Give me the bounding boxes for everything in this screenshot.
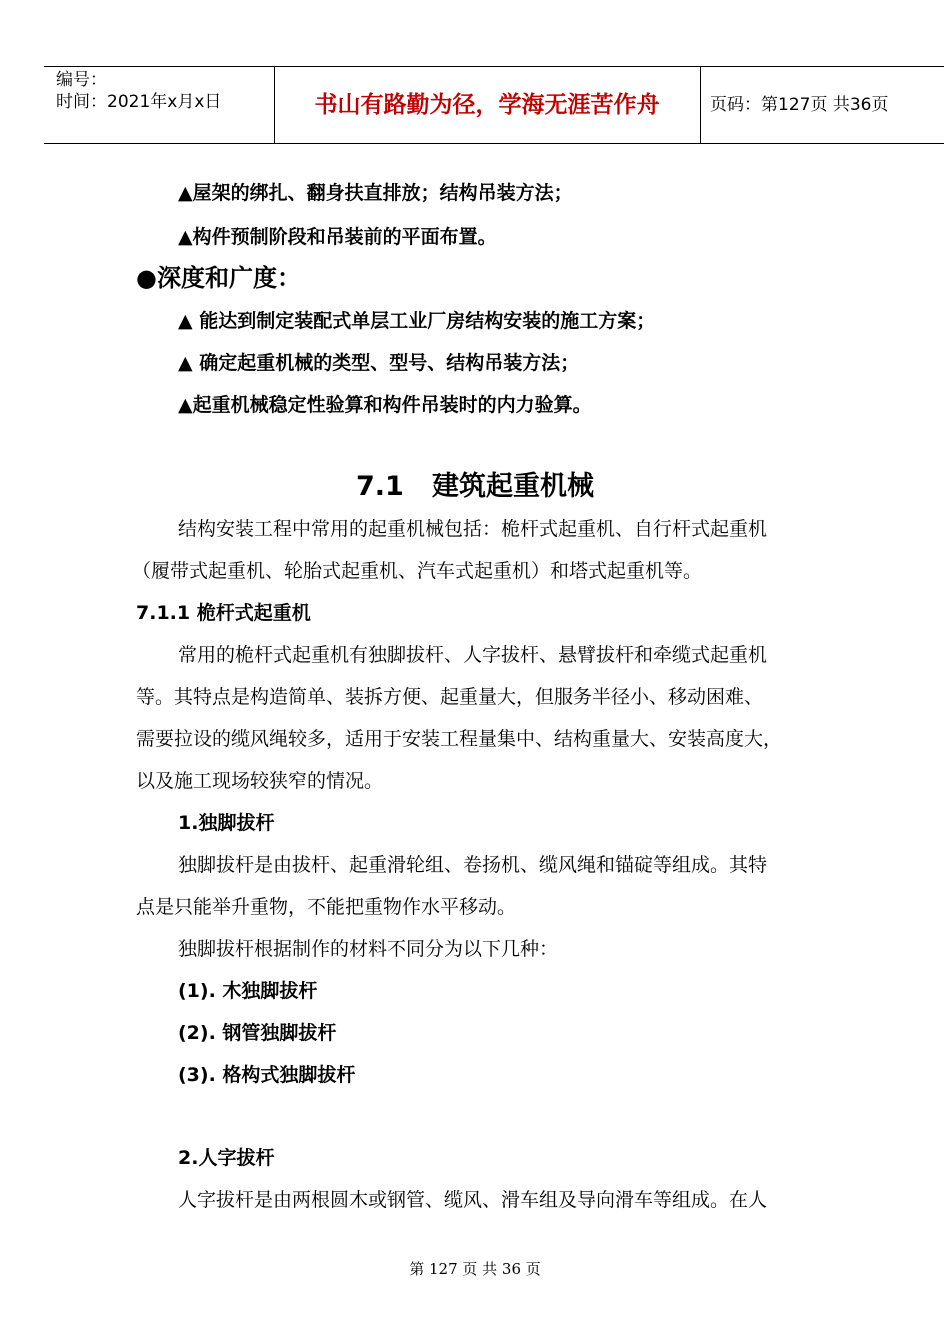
- paragraph-line: 常用的桅杆式起重机有独脚拔杆、人字拔杆、悬臂拔杆和牵缆式起重机: [178, 644, 768, 666]
- paragraph-line: 结构安装工程中常用的起重机械包括：桅杆式起重机、自行杆式起重机: [178, 518, 768, 540]
- bullet-item: ▲起重机械稳定性验算和构件吊装时的内力验算。: [178, 394, 592, 416]
- time-label: 时间：2021年x月x日: [56, 92, 222, 112]
- paragraph-line: 等。其特点是构造简单、装拆方便、起重量大，但服务半径小、移动困难、: [136, 686, 764, 708]
- paragraph-line: 人字拔杆是由两根圆木或钢管、缆风、滑车组及导向滑车等组成。在人: [178, 1189, 768, 1211]
- item-heading: 2.人字拔杆: [178, 1147, 275, 1169]
- header-motto: 书山有路勤为径，学海无涯苦作舟: [314, 92, 660, 118]
- bullet-item: ▲屋架的绑扎、翻身扶直排放；结构吊装方法；: [178, 182, 573, 204]
- bullet-item: ▲ 确定起重机械的类型、型号、结构吊装方法；: [178, 352, 580, 374]
- header-page-label: 页码：第127页 共36页: [710, 95, 889, 115]
- list-item: (2). 钢管独脚拔杆: [178, 1022, 337, 1044]
- paragraph-line: 以及施工现场较狭窄的情况。: [136, 770, 384, 792]
- item-heading: 1.独脚拔杆: [178, 812, 275, 834]
- section-heading: ●深度和广度：: [136, 264, 301, 292]
- bullet-item: ▲构件预制阶段和吊装前的平面布置。: [178, 226, 497, 248]
- paragraph-line: 独脚拔杆是由拔杆、起重滑轮组、卷扬机、缆风绳和锚碇等组成。其特: [178, 854, 768, 876]
- bullet-item: ▲ 能达到制定装配式单层工业厂房结构安装的施工方案；: [178, 310, 656, 332]
- page-header: [44, 66, 944, 144]
- number-label: 编号：: [56, 70, 107, 90]
- paragraph-line: 需要拉设的缆风绳较多，适用于安装工程量集中、结构重量大、安装高度大，: [136, 728, 783, 750]
- chapter-title: 7.1 建筑起重机械: [355, 471, 595, 502]
- paragraph-line: （履带式起重机、轮胎式起重机、汽车式起重机）和塔式起重机等。: [132, 560, 703, 582]
- subsection-heading: 7.1.1 桅杆式起重机: [136, 602, 311, 624]
- paragraph-line: 独脚拔杆根据制作的材料不同分为以下几种：: [178, 938, 559, 960]
- list-item: (3). 格构式独脚拔杆: [178, 1064, 356, 1086]
- header-meta: [44, 67, 274, 143]
- paragraph-line: 点是只能举升重物，不能把重物作水平移动。: [136, 896, 517, 918]
- list-item: (1). 木独脚拔杆: [178, 980, 318, 1002]
- page-footer: 第 127 页 共 36 页: [409, 1260, 541, 1278]
